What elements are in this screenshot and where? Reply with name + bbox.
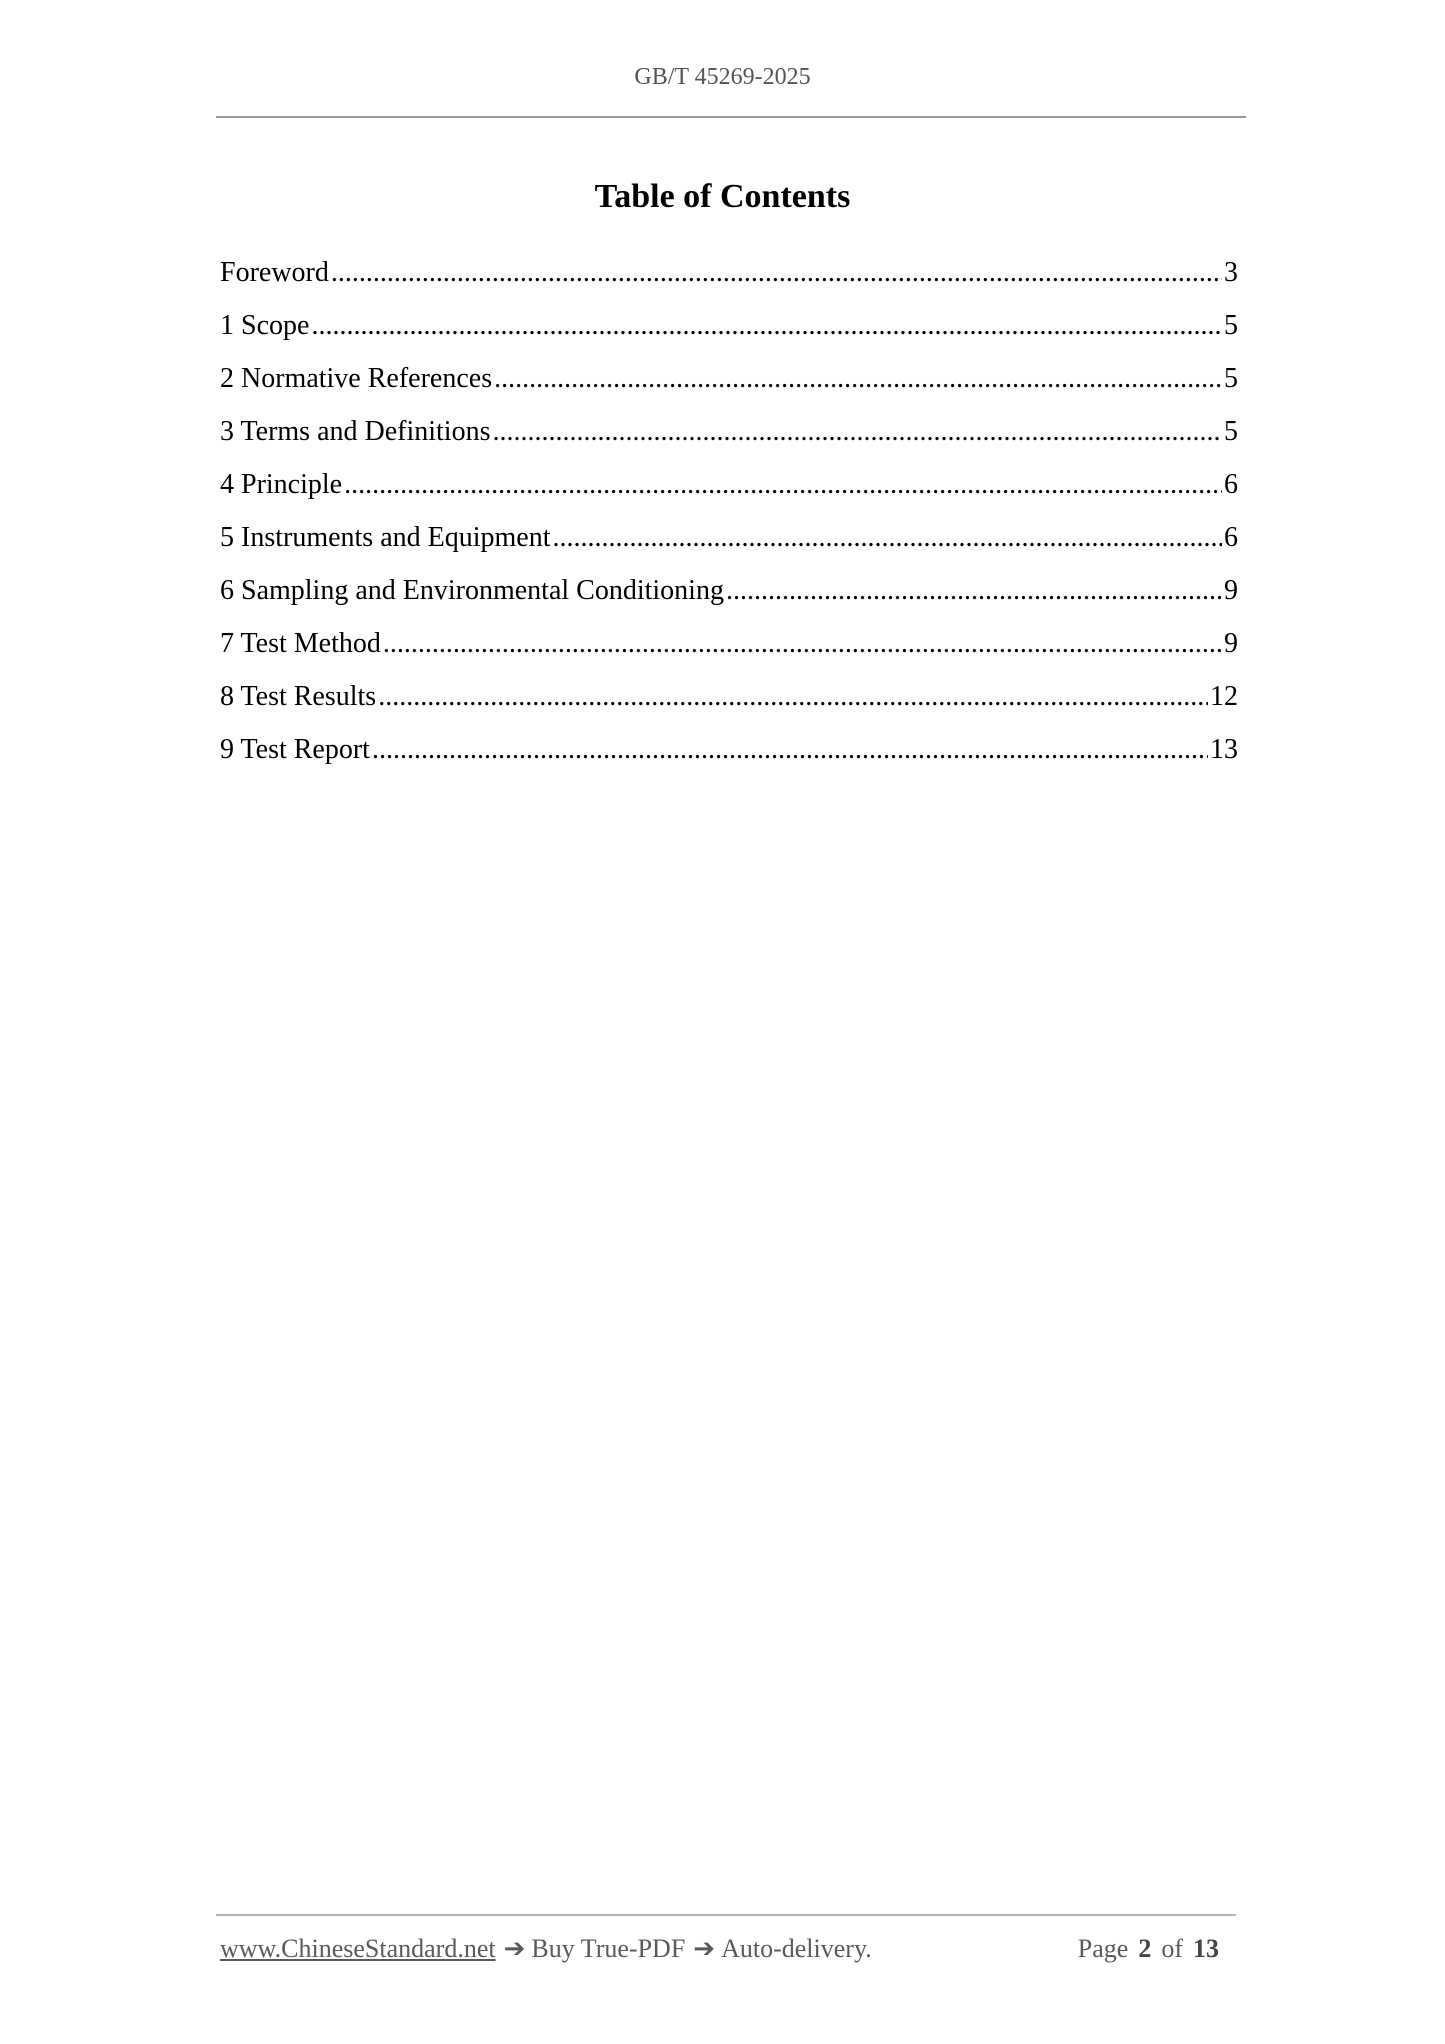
toc-entry-principle[interactable] (220, 465, 1238, 518)
toc-entry-page: 6 (1224, 469, 1238, 500)
toc-entry-label: 2 Normative References (220, 363, 493, 394)
of-label: of (1161, 1934, 1183, 1963)
site-link[interactable]: www.ChineseStandard.net (220, 1934, 496, 1963)
toc-heading: Table of Contents (594, 178, 851, 215)
toc-entry-test-results[interactable] (220, 677, 1238, 730)
toc-entry-page: 12 (1210, 681, 1238, 712)
toc-entry-scope[interactable] (220, 306, 1238, 359)
toc-entry-page: 5 (1224, 310, 1238, 341)
toc-entry-page: 5 (1224, 363, 1238, 394)
toc-leader-dots (311, 306, 1222, 346)
toc-entry-label: 6 Sampling and Environmental Conditioning (220, 575, 724, 606)
page-label: Page (1077, 1934, 1129, 1963)
toc-entry-page: 9 (1224, 628, 1238, 659)
toc-leader-dots (726, 571, 1222, 611)
toc-entry-label: 1 Scope (220, 310, 310, 341)
toc-entry-label: Foreword (220, 257, 329, 288)
toc-entry-label: 5 Instruments and Equipment (220, 522, 551, 553)
toc-entry-page: 13 (1210, 734, 1238, 765)
toc-entry-label: 7 Test Method (220, 628, 381, 659)
toc-entry-page: 5 (1224, 416, 1238, 447)
document-code-header: GB/T 45269-2025 (634, 64, 811, 90)
toc-leader-dots (553, 518, 1222, 558)
toc-leader-dots (492, 412, 1222, 452)
footer-divider (216, 1914, 1236, 1916)
arrow-right-icon: ➔ (503, 1934, 526, 1963)
page-indicator (1078, 1934, 1229, 1964)
toc-leader-dots (331, 253, 1222, 293)
toc-entry-page: 6 (1224, 522, 1238, 553)
toc-leader-dots (378, 677, 1208, 717)
header-divider (216, 116, 1246, 118)
toc-entry-label: 4 Principle (220, 469, 343, 500)
toc-entry-label: 8 Test Results (220, 681, 377, 712)
toc-entry-instruments-equipment[interactable] (220, 518, 1238, 571)
toc-entry-test-method[interactable] (220, 624, 1238, 677)
toc-leader-dots (494, 359, 1222, 399)
footer-promo (220, 1934, 872, 1964)
toc-entry-page: 9 (1224, 575, 1238, 606)
total-page-number: 13 (1193, 1934, 1219, 1963)
toc-entry-foreword[interactable] (220, 253, 1238, 306)
toc-entry-terms-definitions[interactable] (220, 412, 1238, 465)
toc-entry-normative-references[interactable] (220, 359, 1238, 412)
toc-entry-page: 3 (1224, 257, 1238, 288)
auto-delivery-text: Auto-delivery. (721, 1934, 872, 1963)
toc-list (220, 253, 1238, 783)
toc-leader-dots (383, 624, 1222, 664)
current-page-number: 2 (1138, 1934, 1152, 1963)
toc-leader-dots (344, 465, 1222, 505)
toc-leader-dots (372, 730, 1208, 770)
toc-entry-test-report[interactable] (220, 730, 1238, 783)
toc-entry-sampling-conditioning[interactable] (220, 571, 1238, 624)
toc-entry-label: 3 Terms and Definitions (220, 416, 491, 447)
arrow-right-icon: ➔ (693, 1934, 716, 1963)
buy-true-pdf-text: Buy True-PDF (531, 1934, 686, 1963)
toc-entry-label: 9 Test Report (220, 734, 370, 765)
